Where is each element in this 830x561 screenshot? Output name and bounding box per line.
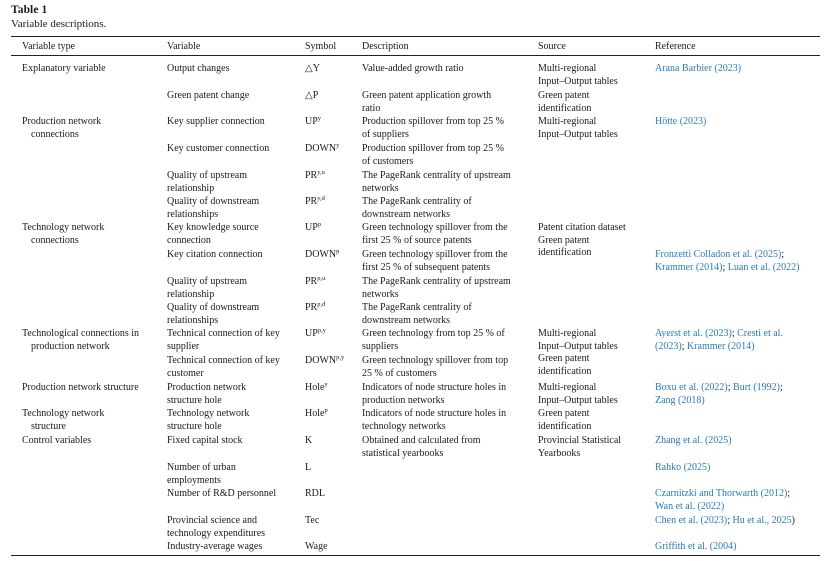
source-cell: Input–Output tables	[538, 394, 618, 406]
description-cell: production networks	[362, 394, 445, 406]
source-cell: Multi-regional	[538, 63, 597, 74]
symbol-base: Tec	[305, 515, 320, 526]
table-title: Table 1	[11, 4, 48, 16]
reference-cell	[655, 116, 706, 129]
reference-separator: ;	[722, 261, 728, 273]
symbol-cell	[305, 63, 320, 76]
symbol-base: UP	[305, 328, 318, 339]
reference-link[interactable]: Krammer (2014)	[686, 340, 755, 352]
variable-cell: employments	[167, 474, 221, 486]
reference-cell	[655, 63, 741, 76]
variable-type-cell: Technology network	[22, 408, 105, 419]
description-cell: downstream networks	[362, 314, 451, 326]
reference-link[interactable]: Hu et al., 2025	[732, 515, 792, 526]
source-cell: Input–Output tables	[538, 128, 618, 140]
description-cell: The PageRank centrality of upstream	[362, 170, 511, 181]
description-cell: Green technology from top 25 % of	[362, 328, 505, 339]
variable-type-cell: Production network	[22, 116, 102, 127]
symbol-base: Wage	[305, 541, 328, 552]
bottom-rule	[11, 555, 820, 556]
reference-link[interactable]: Rahko (2025)	[655, 462, 711, 473]
description-cell: Production spillover from top 25 %	[362, 116, 504, 127]
reference-cell	[655, 249, 784, 262]
variable-cell: Industry-average wages	[167, 541, 263, 552]
variable-type-cell: Control variables	[22, 435, 92, 446]
reference-link[interactable]: Cresti et al.	[737, 328, 783, 339]
symbol-superscript: y,d	[317, 195, 325, 202]
symbol-base: PR	[305, 170, 318, 181]
symbol-base: PR	[305, 196, 318, 207]
variable-cell: Technology network	[167, 408, 250, 419]
symbol-superscript: p,y	[336, 354, 345, 361]
header-description: Description	[362, 41, 409, 52]
reference-cell	[655, 328, 783, 341]
reference-link[interactable]: Burt (1992)	[733, 382, 780, 393]
description-cell: technology networks	[362, 420, 446, 432]
reference-cell	[655, 382, 783, 395]
reference-link[interactable]: (2023)	[655, 340, 682, 352]
header-rule	[11, 55, 820, 56]
reference-separator: ;	[787, 488, 791, 499]
symbol-superscript: p,y	[317, 327, 326, 334]
symbol-superscript: p	[317, 221, 322, 228]
reference-cell	[655, 541, 736, 554]
variable-cell: Technical connection of key	[167, 355, 280, 366]
source-cell: Green patent	[538, 234, 590, 246]
symbol-base: DOWN	[305, 355, 337, 366]
description-cell: The PageRank centrality of	[362, 196, 472, 207]
variable-cell: Green patent change	[167, 90, 250, 101]
table-caption: Variable descriptions.	[11, 18, 107, 30]
variable-cell: Number of R&D personnel	[167, 488, 277, 499]
variable-cell: Quality of downstream	[167, 196, 260, 207]
description-cell: of suppliers	[362, 128, 409, 140]
variable-type-cell: connections	[31, 234, 79, 246]
symbol-cell	[305, 382, 328, 395]
variable-cell: Technical connection of key	[167, 328, 280, 339]
reference-link[interactable]: Ayerst et al. (2023)	[655, 328, 732, 339]
description-cell: Green technology spillover from the	[362, 222, 508, 233]
description-cell: first 25 % of subsequent patents	[362, 261, 491, 273]
symbol-cell	[305, 302, 325, 315]
symbol-base: PR	[305, 302, 318, 313]
symbol-base: Hole	[305, 408, 325, 419]
description-cell: networks	[362, 288, 399, 300]
reference-cell	[655, 515, 795, 528]
description-cell: The PageRank centrality of	[362, 302, 472, 313]
source-cell: identification	[538, 420, 592, 432]
variable-cell: Quality of downstream	[167, 302, 260, 313]
variable-cell: Output changes	[167, 63, 230, 74]
description-cell: Green patent application growth	[362, 90, 492, 101]
symbol-superscript: p,u	[317, 275, 326, 282]
description-cell: first 25 % of source patents	[362, 234, 472, 246]
reference-cell	[655, 341, 754, 354]
variable-cell: structure hole	[167, 394, 222, 406]
header-reference: Reference	[655, 41, 696, 52]
source-cell: Yearbooks	[538, 447, 581, 459]
source-cell: Green patent	[538, 90, 590, 101]
description-cell: The PageRank centrality of upstream	[362, 276, 511, 287]
reference-cell	[655, 501, 724, 514]
symbol-cell	[305, 435, 312, 448]
symbol-base: RDL	[305, 488, 325, 499]
source-cell: Green patent	[538, 353, 590, 364]
symbol-base: △Y	[305, 63, 320, 74]
variable-cell: structure hole	[167, 420, 222, 432]
variable-cell: Number of urban	[167, 462, 236, 473]
reference-cell	[655, 488, 790, 501]
header-variable: Variable	[167, 41, 201, 52]
description-cell: Indicators of node structure holes in	[362, 382, 507, 393]
reference-link[interactable]: Krammer (2014)	[655, 261, 723, 273]
symbol-base: PR	[305, 276, 318, 287]
symbol-cell	[305, 90, 318, 103]
symbol-base: DOWN	[305, 249, 337, 260]
variable-cell: supplier	[167, 340, 200, 352]
description-cell: of customers	[362, 155, 414, 167]
description-cell: 25 % of customers	[362, 367, 437, 379]
header-source: Source	[538, 41, 566, 52]
variable-cell: relationships	[167, 208, 219, 220]
symbol-superscript: y	[317, 115, 322, 122]
description-cell: downstream networks	[362, 208, 451, 220]
reference-link[interactable]: Wan et al. (2022)	[655, 500, 725, 512]
symbol-superscript: p	[324, 407, 328, 414]
top-rule	[11, 36, 820, 37]
description-cell: Obtained and calculated from	[362, 435, 481, 446]
source-cell: Multi-regional	[538, 328, 597, 339]
variable-cell: customer	[167, 367, 204, 379]
variable-type-cell: Explanatory variable	[22, 63, 106, 74]
variable-cell: Quality of upstream	[167, 170, 247, 181]
variable-cell: Key supplier connection	[167, 116, 265, 127]
source-cell: identification	[538, 247, 592, 258]
description-cell: Green technology spillover from top	[362, 355, 509, 366]
symbol-cell	[305, 143, 339, 156]
symbol-base: Hole	[305, 382, 325, 393]
symbol-cell	[305, 488, 325, 501]
variable-type-cell: connections	[31, 128, 79, 140]
reference-link[interactable]: Czarnitzki and Thorwarth (2012)	[655, 488, 788, 499]
symbol-cell	[305, 515, 319, 528]
reference-separator: ;	[731, 328, 738, 339]
symbol-cell	[305, 462, 311, 475]
symbol-cell	[305, 249, 339, 262]
reference-link[interactable]: Zhang et al. (2025)	[655, 435, 732, 446]
symbol-superscript: y	[336, 142, 340, 149]
reference-link[interactable]: Fronzetti Colladon et al. (2025)	[655, 249, 782, 260]
variable-cell: relationship	[167, 288, 215, 300]
source-cell: identification	[538, 102, 592, 114]
symbol-cell	[305, 116, 321, 129]
reference-separator: ;	[681, 340, 687, 352]
variable-cell: Production network	[167, 382, 247, 393]
header-variable-type: Variable type	[22, 41, 76, 52]
reference-link[interactable]: Luan et al. (2022)	[727, 261, 800, 273]
source-cell: Multi-regional	[538, 116, 597, 127]
reference-link[interactable]: Boxu et al. (2022)	[655, 382, 728, 393]
description-cell: Green technology spillover from the	[362, 249, 508, 260]
symbol-cell	[305, 328, 326, 341]
variable-type-cell: Technological connections in	[22, 328, 140, 339]
variable-cell: Provincial science and	[167, 515, 257, 526]
symbol-cell	[305, 541, 328, 554]
variable-cell: Fixed capital stock	[167, 435, 243, 446]
symbol-superscript: p,d	[317, 301, 326, 308]
variable-type-cell: Technology network	[22, 222, 105, 233]
description-cell: Value-added growth ratio	[362, 63, 464, 74]
reference-link[interactable]: Hötte (2023)	[655, 116, 707, 127]
reference-separator: ;	[727, 382, 734, 393]
description-cell: Production spillover from top 25 %	[362, 143, 504, 154]
description-cell: networks	[362, 182, 399, 194]
variable-cell: relationships	[167, 314, 219, 326]
source-cell: Input–Output tables	[538, 75, 618, 87]
source-cell: Green patent	[538, 408, 590, 419]
variable-cell: relationship	[167, 182, 215, 194]
symbol-base: △P	[305, 90, 319, 101]
symbol-base: UP	[305, 222, 318, 233]
variable-cell: connection	[167, 234, 211, 246]
description-cell: ratio	[362, 102, 381, 114]
symbol-base: UP	[305, 116, 318, 127]
source-cell: Input–Output tables	[538, 340, 618, 352]
variable-cell: Quality of upstream	[167, 276, 247, 287]
variable-cell: technology expenditures	[167, 527, 266, 539]
symbol-cell	[305, 276, 325, 289]
reference-cell	[655, 395, 705, 408]
symbol-base: K	[305, 435, 313, 446]
source-cell: Patent citation dataset	[538, 222, 626, 233]
reference-separator: ;	[781, 249, 785, 260]
variable-type-cell: Production network structure	[22, 382, 139, 393]
symbol-cell	[305, 408, 328, 421]
source-cell: Multi-regional	[538, 382, 597, 393]
symbol-base: L	[305, 462, 312, 473]
reference-cell	[655, 462, 710, 475]
source-cell: identification	[538, 365, 592, 377]
symbol-superscript: y,u	[317, 169, 325, 176]
description-cell: suppliers	[362, 340, 399, 352]
variable-cell: Key citation connection	[167, 249, 263, 260]
header-symbol: Symbol	[305, 41, 337, 52]
reference-link[interactable]: Griffith et al. (2004)	[655, 541, 737, 552]
variable-cell: Key customer connection	[167, 143, 270, 154]
symbol-cell	[305, 355, 344, 368]
symbol-base: DOWN	[305, 143, 337, 154]
symbol-superscript: y	[324, 381, 328, 388]
symbol-cell	[305, 222, 321, 235]
symbol-cell	[305, 196, 325, 209]
reference-cell	[655, 435, 732, 448]
description-cell: Indicators of node structure holes in	[362, 408, 507, 419]
variable-type-cell: production network	[31, 340, 110, 352]
symbol-superscript: p	[336, 248, 340, 255]
reference-link[interactable]: Chen et al. (2023)	[655, 515, 728, 526]
reference-separator: ;	[780, 382, 783, 393]
description-cell: statistical yearbooks	[362, 447, 444, 459]
variable-type-cell: structure	[31, 420, 66, 432]
symbol-cell	[305, 170, 325, 183]
source-cell: Provincial Statistical	[538, 435, 622, 446]
reference-separator: ;	[727, 515, 733, 526]
variable-cell: Key knowledge source	[167, 222, 259, 233]
reference-link[interactable]: Zang (2018)	[655, 394, 705, 406]
reference-link[interactable]: Arana Barbier (2023)	[655, 63, 742, 74]
reference-cell	[655, 262, 799, 275]
reference-separator: )	[791, 515, 795, 526]
